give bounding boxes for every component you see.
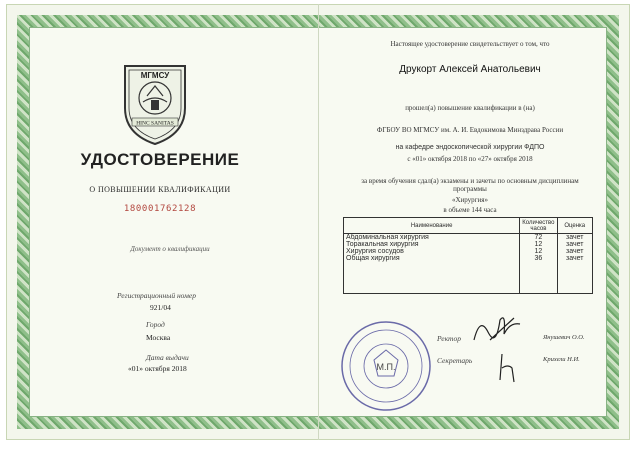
organization: ФГБОУ ВО МГМСУ им. А. И. Евдокимова Минздрава России	[376, 126, 564, 134]
discipline-grade: зачет	[557, 248, 592, 255]
issue-date: «01» октября 2018	[128, 364, 187, 373]
rector-name: Янушевич О.О.	[543, 334, 585, 341]
official-seal-icon	[340, 320, 432, 412]
passed-text: прошел(а) повышение квалификации в (на)	[405, 104, 535, 112]
table-header-row	[344, 218, 593, 234]
header-grade: Оценка	[557, 218, 592, 234]
discipline-grade: зачет	[557, 255, 592, 294]
reg-number-label: Регистрационный номер	[117, 291, 197, 300]
table-row	[344, 234, 593, 242]
discipline-hours: 12	[520, 241, 557, 248]
discipline-grade: зачет	[557, 234, 592, 242]
exams-text: за время обучения сдал(а) экзамены и зачеты по основным дисциплинам	[361, 177, 579, 185]
holder-name: Друкорт Алексей Анатольевич	[399, 64, 541, 75]
table-row	[344, 248, 593, 255]
city-label: Город	[146, 320, 165, 329]
program-label: программы	[453, 185, 487, 193]
table-row	[344, 241, 593, 248]
rector-label: Ректор	[437, 334, 461, 343]
discipline-hours: 12	[520, 248, 557, 255]
fold-line	[318, 4, 319, 440]
document-number: 180001762128	[123, 204, 197, 214]
header-name: Наименование	[344, 218, 520, 234]
emblem-motto: HINC SANITAS	[136, 120, 174, 127]
disciplines-table	[343, 217, 593, 294]
secretary-signature	[494, 350, 520, 384]
study-period: с «01» октября 2018 по «27» октября 2018	[407, 155, 533, 163]
emblem-text: МГМСУ	[140, 71, 170, 80]
header-hours: Количество часов	[520, 218, 557, 234]
department: на кафедре эндоскопической хирургии ФДПО	[395, 144, 545, 151]
city: Москва	[146, 333, 171, 342]
discipline-name: Хирургия сосудов	[344, 248, 520, 255]
rector-signature	[470, 310, 530, 346]
program-name: «Хирургия»	[451, 196, 489, 204]
discipline-hours: 72	[520, 234, 557, 242]
document-type: Документ о квалификации	[130, 245, 210, 253]
stamp-text: М.П.	[376, 362, 396, 372]
program-volume: в объеме 144 часа	[443, 206, 497, 214]
secretary-name: Крихели Н.И.	[543, 356, 580, 363]
discipline-name: Торакальная хирургия	[344, 241, 520, 248]
document-subtitle: О ПОВЫШЕНИИ КВАЛИФИКАЦИИ	[89, 185, 231, 194]
reg-number: 921/04	[150, 303, 171, 312]
issue-date-label: Дата выдачи	[146, 353, 189, 362]
intro-text: Настоящее удостоверение свидетельствует о том, что	[390, 40, 550, 48]
discipline-name: Общая хирургия	[344, 255, 520, 294]
discipline-hours: 36	[520, 255, 557, 294]
discipline-grade: зачет	[557, 241, 592, 248]
secretary-label: Секретарь	[437, 356, 473, 365]
university-emblem-icon	[115, 56, 195, 146]
document-title: УДОСТОВЕРЕНИЕ	[80, 150, 240, 169]
discipline-name: Абдоминальная хирургия	[344, 234, 520, 242]
table-row	[344, 255, 593, 294]
